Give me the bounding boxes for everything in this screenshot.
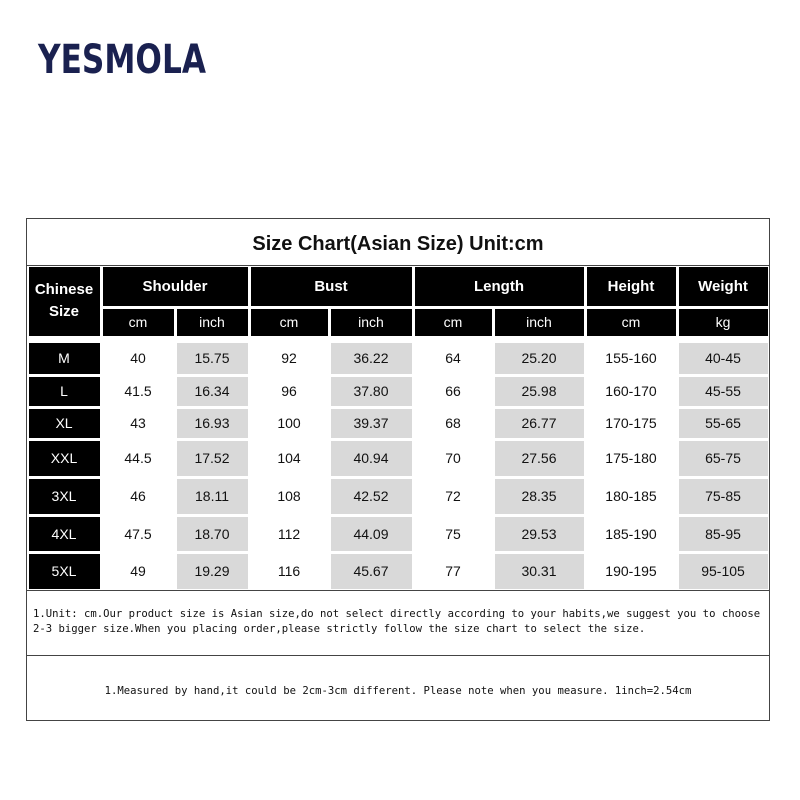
table-cell: 112 <box>251 517 328 551</box>
table-cell: 185-190 <box>587 517 676 551</box>
table-cell: 29.53 <box>495 517 584 551</box>
table-cell: 68 <box>415 409 492 438</box>
table-cell: 116 <box>251 554 328 589</box>
table-cell: 44.09 <box>331 517 412 551</box>
table-cell: 46 <box>103 479 174 514</box>
table-cell: 70 <box>415 441 492 476</box>
size-label: XL <box>29 409 100 438</box>
table-cell: 180-185 <box>587 479 676 514</box>
brand-logo: YESMOLA <box>38 37 206 83</box>
table-cell: 28.35 <box>495 479 584 514</box>
table-cell: 65-75 <box>679 441 768 476</box>
size-note: 1.Unit: cm.Our product size is Asian size,do not select directly according to your habits,we suggest you to choose 2-3 bigger size.When you placing order,please strictly follow the size chart to select the size. <box>33 608 761 635</box>
unit-header: inch <box>331 309 412 336</box>
size-column-header <box>29 267 100 336</box>
table-cell: 19.29 <box>177 554 248 589</box>
table-cell: 40 <box>103 343 174 374</box>
table-cell: 92 <box>251 343 328 374</box>
size-column-header-line: Chinese <box>34 281 94 298</box>
table-cell: 16.93 <box>177 409 248 438</box>
unit-header: kg <box>679 309 768 336</box>
unit-header: inch <box>177 309 248 336</box>
table-cell: 100 <box>251 409 328 438</box>
group-header-bust: Bust <box>251 267 412 306</box>
table-cell: 15.75 <box>177 343 248 374</box>
table-cell: 175-180 <box>587 441 676 476</box>
group-header-weight: Weight <box>679 267 768 306</box>
table-cell: 96 <box>251 377 328 406</box>
unit-header: cm <box>587 309 676 336</box>
table-cell: 160-170 <box>587 377 676 406</box>
table-cell: 25.20 <box>495 343 584 374</box>
table-cell: 155-160 <box>587 343 676 374</box>
group-header-height: Height <box>587 267 676 306</box>
size-chart <box>26 218 770 721</box>
note-divider <box>27 655 769 656</box>
unit-header: inch <box>495 309 584 336</box>
table-cell: 77 <box>415 554 492 589</box>
table-cell: 36.22 <box>331 343 412 374</box>
table-cell: 108 <box>251 479 328 514</box>
table-cell: 30.31 <box>495 554 584 589</box>
size-label: M <box>29 343 100 374</box>
table-cell: 17.52 <box>177 441 248 476</box>
table-cell: 45.67 <box>331 554 412 589</box>
table-cell: 43 <box>103 409 174 438</box>
table-cell: 26.77 <box>495 409 584 438</box>
chart-title: Size Chart(Asian Size) Unit:cm <box>252 233 544 255</box>
size-label: 5XL <box>29 554 100 589</box>
measurement-note: 1.Measured by hand,it could be 2cm-3cm different. Please note when you measure. 1inch=2.54cm <box>104 685 692 697</box>
group-header-length: Length <box>415 267 584 306</box>
table-cell: 27.56 <box>495 441 584 476</box>
table-cell: 104 <box>251 441 328 476</box>
table-cell: 75 <box>415 517 492 551</box>
table-cell: 16.34 <box>177 377 248 406</box>
table-cell: 42.52 <box>331 479 412 514</box>
unit-header: cm <box>251 309 328 336</box>
size-label: XXL <box>29 441 100 476</box>
table-cell: 47.5 <box>103 517 174 551</box>
table-cell: 25.98 <box>495 377 584 406</box>
table-cell: 40-45 <box>679 343 768 374</box>
size-label: L <box>29 377 100 406</box>
table-cell: 18.70 <box>177 517 248 551</box>
table-cell: 40.94 <box>331 441 412 476</box>
table-cell: 45-55 <box>679 377 768 406</box>
size-column-header-line: Size <box>48 303 79 320</box>
table-cell: 170-175 <box>587 409 676 438</box>
size-label: 3XL <box>29 479 100 514</box>
table-cell: 37.80 <box>331 377 412 406</box>
table-cell: 49 <box>103 554 174 589</box>
group-header-shoulder: Shoulder <box>103 267 248 306</box>
table-cell: 55-65 <box>679 409 768 438</box>
size-label: 4XL <box>29 517 100 551</box>
table-cell: 85-95 <box>679 517 768 551</box>
table-cell: 72 <box>415 479 492 514</box>
table-cell: 44.5 <box>103 441 174 476</box>
table-cell: 95-105 <box>679 554 768 589</box>
table-cell: 75-85 <box>679 479 768 514</box>
unit-header: cm <box>103 309 174 336</box>
table-cell: 66 <box>415 377 492 406</box>
table-cell: 18.11 <box>177 479 248 514</box>
table-cell: 190-195 <box>587 554 676 589</box>
table-cell: 41.5 <box>103 377 174 406</box>
table-bottom-border <box>27 590 769 591</box>
table-cell: 64 <box>415 343 492 374</box>
unit-header: cm <box>415 309 492 336</box>
table-cell: 39.37 <box>331 409 412 438</box>
